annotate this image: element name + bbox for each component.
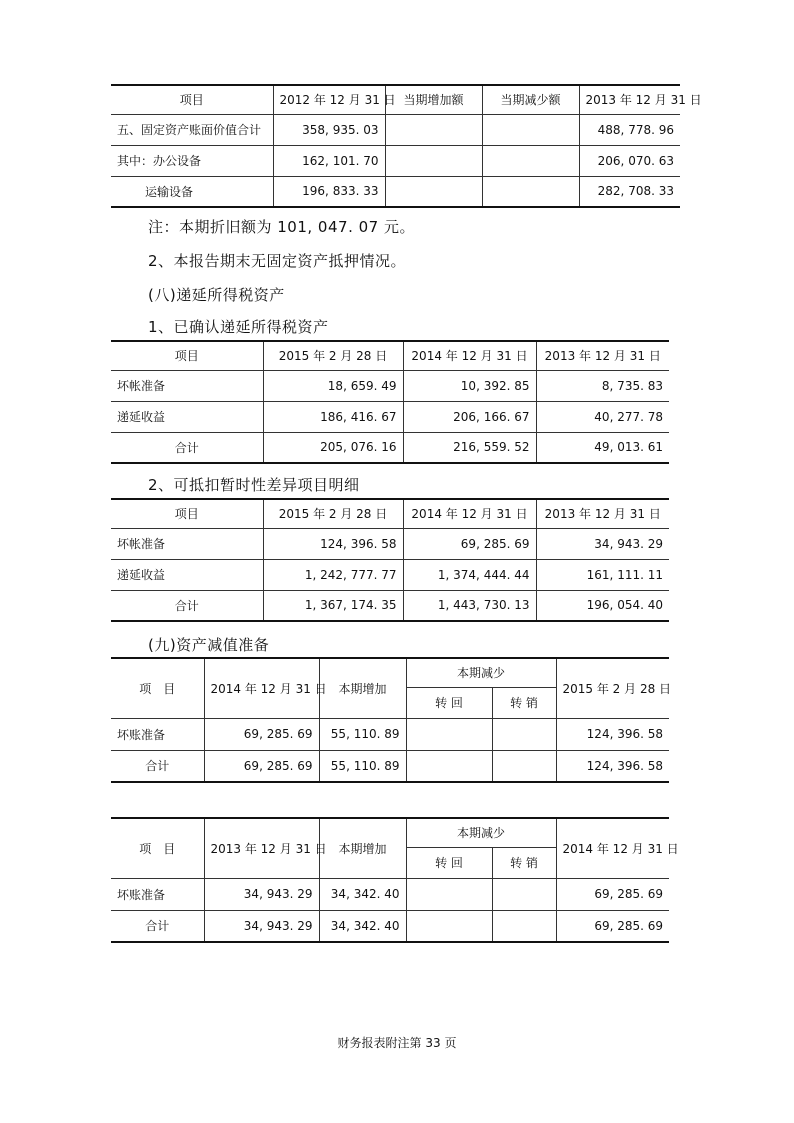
cell-value: 1, 367, 174. 35 [263,590,403,621]
impairment-table-2014 [111,817,679,943]
cell-value: 162, 101. 70 [273,145,385,176]
cell-value: 124, 396. 58 [263,528,403,559]
cell-value: 18, 659. 49 [263,370,403,401]
col-header: 2015 年 2 月 28 日 [263,499,403,528]
table-row [111,176,680,207]
col-header: 本期减少 [406,658,556,687]
cell-value: 55, 110. 89 [319,718,406,750]
col-header: 项目 [111,85,273,114]
cell-value: 488, 778. 96 [579,114,680,145]
mortgage-note: 2、本报告期末无固定资产抵押情况。 [148,252,407,270]
col-header: 2015 年 2 月 28 日 [556,658,669,718]
row-label: 合计 [111,590,263,621]
row-label: 其中：办公设备 [111,145,273,176]
subsection-8-1-title: 1、已确认递延所得税资产 [148,318,329,336]
col-header: 项目 [111,341,263,370]
cell-value: 196, 054. 40 [536,590,669,621]
cell-value: 1, 443, 730. 13 [403,590,536,621]
cell-value: 49, 013. 61 [536,432,669,463]
cell-value: 216, 559. 52 [403,432,536,463]
col-header: 本期增加 [319,658,406,718]
col-header: 转 销 [492,847,556,878]
cell-value: 34, 943. 29 [536,528,669,559]
col-header: 2014 年 12 月 31 日 [403,499,536,528]
cell-value: 124, 396. 58 [556,718,669,750]
cell-value: 40, 277. 78 [536,401,669,432]
depreciation-note: 注：本期折旧额为 101, 047. 07 元。 [148,218,415,236]
cell-value: 55, 110. 89 [319,750,406,782]
cell-value: 10, 392. 85 [403,370,536,401]
cell-value [385,114,482,145]
cell-value: 34, 943. 29 [204,878,319,910]
cell-value: 34, 342. 40 [319,910,406,942]
table-row [111,114,680,145]
table-row [111,750,669,782]
table-row [111,718,669,750]
col-header: 2013 年 12 月 31 日 [204,818,319,878]
cell-value [406,750,492,782]
cell-value [385,145,482,176]
cell-value: 34, 342. 40 [319,878,406,910]
cell-value [406,878,492,910]
col-header: 2014 年 12 月 31 日 [204,658,319,718]
table-row [111,559,669,590]
cell-value [406,910,492,942]
cell-value [492,910,556,942]
col-header: 本期增加 [319,818,406,878]
table-row [111,590,669,621]
cell-value: 69, 285. 69 [403,528,536,559]
row-label: 递延收益 [111,401,263,432]
cell-value: 1, 374, 444. 44 [403,559,536,590]
cell-value: 196, 833. 33 [273,176,385,207]
row-label: 坏帐准备 [111,370,263,401]
deductible-differences-table [111,498,669,622]
cell-value [482,176,579,207]
table-row [111,910,669,942]
row-label: 合计 [111,432,263,463]
col-header: 项目 [111,499,263,528]
col-header: 本期减少 [406,818,556,847]
cell-value: 69, 285. 69 [204,750,319,782]
cell-value: 205, 076. 16 [263,432,403,463]
cell-value: 8, 735. 83 [536,370,669,401]
cell-value: 161, 111. 11 [536,559,669,590]
cell-value [406,718,492,750]
cell-value: 186, 416. 67 [263,401,403,432]
table-row [111,528,669,559]
fixed-assets-table [111,84,702,208]
cell-value: 69, 285. 69 [556,878,669,910]
cell-value [482,145,579,176]
col-header: 转 回 [406,847,492,878]
cell-value: 206, 070. 63 [579,145,680,176]
col-header: 转 销 [492,687,556,718]
cell-value [385,176,482,207]
section-8-title: (八)递延所得税资产 [148,286,285,304]
row-label: 五、固定资产账面价值合计 [111,114,273,145]
row-label: 合计 [111,910,204,942]
cell-value [492,878,556,910]
col-header: 2013 年 12 月 31 日 [579,85,680,114]
section-9-title: (九)资产减值准备 [148,636,270,654]
cell-value [492,718,556,750]
page-footer: 财务报表附注第 33 页 [337,1036,457,1050]
col-header: 当期增加额 [385,85,482,114]
col-header: 当期减少额 [482,85,579,114]
row-label: 坏账准备 [111,718,204,750]
cell-value: 34, 943. 29 [204,910,319,942]
cell-value: 124, 396. 58 [556,750,669,782]
row-label: 递延收益 [111,559,263,590]
cell-value: 282, 708. 33 [579,176,680,207]
cell-value: 206, 166. 67 [403,401,536,432]
impairment-table-2015 [111,657,672,783]
cell-value [482,114,579,145]
cell-value: 69, 285. 69 [556,910,669,942]
deferred-tax-table [111,340,669,464]
row-label: 运输设备 [111,176,273,207]
col-header: 转 回 [406,687,492,718]
row-label: 合计 [111,750,204,782]
col-header: 2015 年 2 月 28 日 [263,341,403,370]
col-header: 项 目 [111,818,204,878]
table-row [111,370,669,401]
cell-value: 69, 285. 69 [204,718,319,750]
cell-value: 358, 935. 03 [273,114,385,145]
row-label: 坏账准备 [111,878,204,910]
table-row [111,432,669,463]
table-row [111,145,680,176]
col-header: 项 目 [111,658,204,718]
col-header: 2013 年 12 月 31 日 [536,499,669,528]
col-header: 2014 年 12 月 31 日 [403,341,536,370]
cell-value [492,750,556,782]
col-header: 2013 年 12 月 31 日 [536,341,669,370]
col-header: 2012 年 12 月 31 日 [273,85,385,114]
cell-value: 1, 242, 777. 77 [263,559,403,590]
row-label: 坏帐准备 [111,528,263,559]
table-row [111,878,669,910]
subsection-8-2-title: 2、可抵扣暂时性差异项目明细 [148,476,360,494]
table-row [111,401,669,432]
col-header: 2014 年 12 月 31 日 [556,818,669,878]
